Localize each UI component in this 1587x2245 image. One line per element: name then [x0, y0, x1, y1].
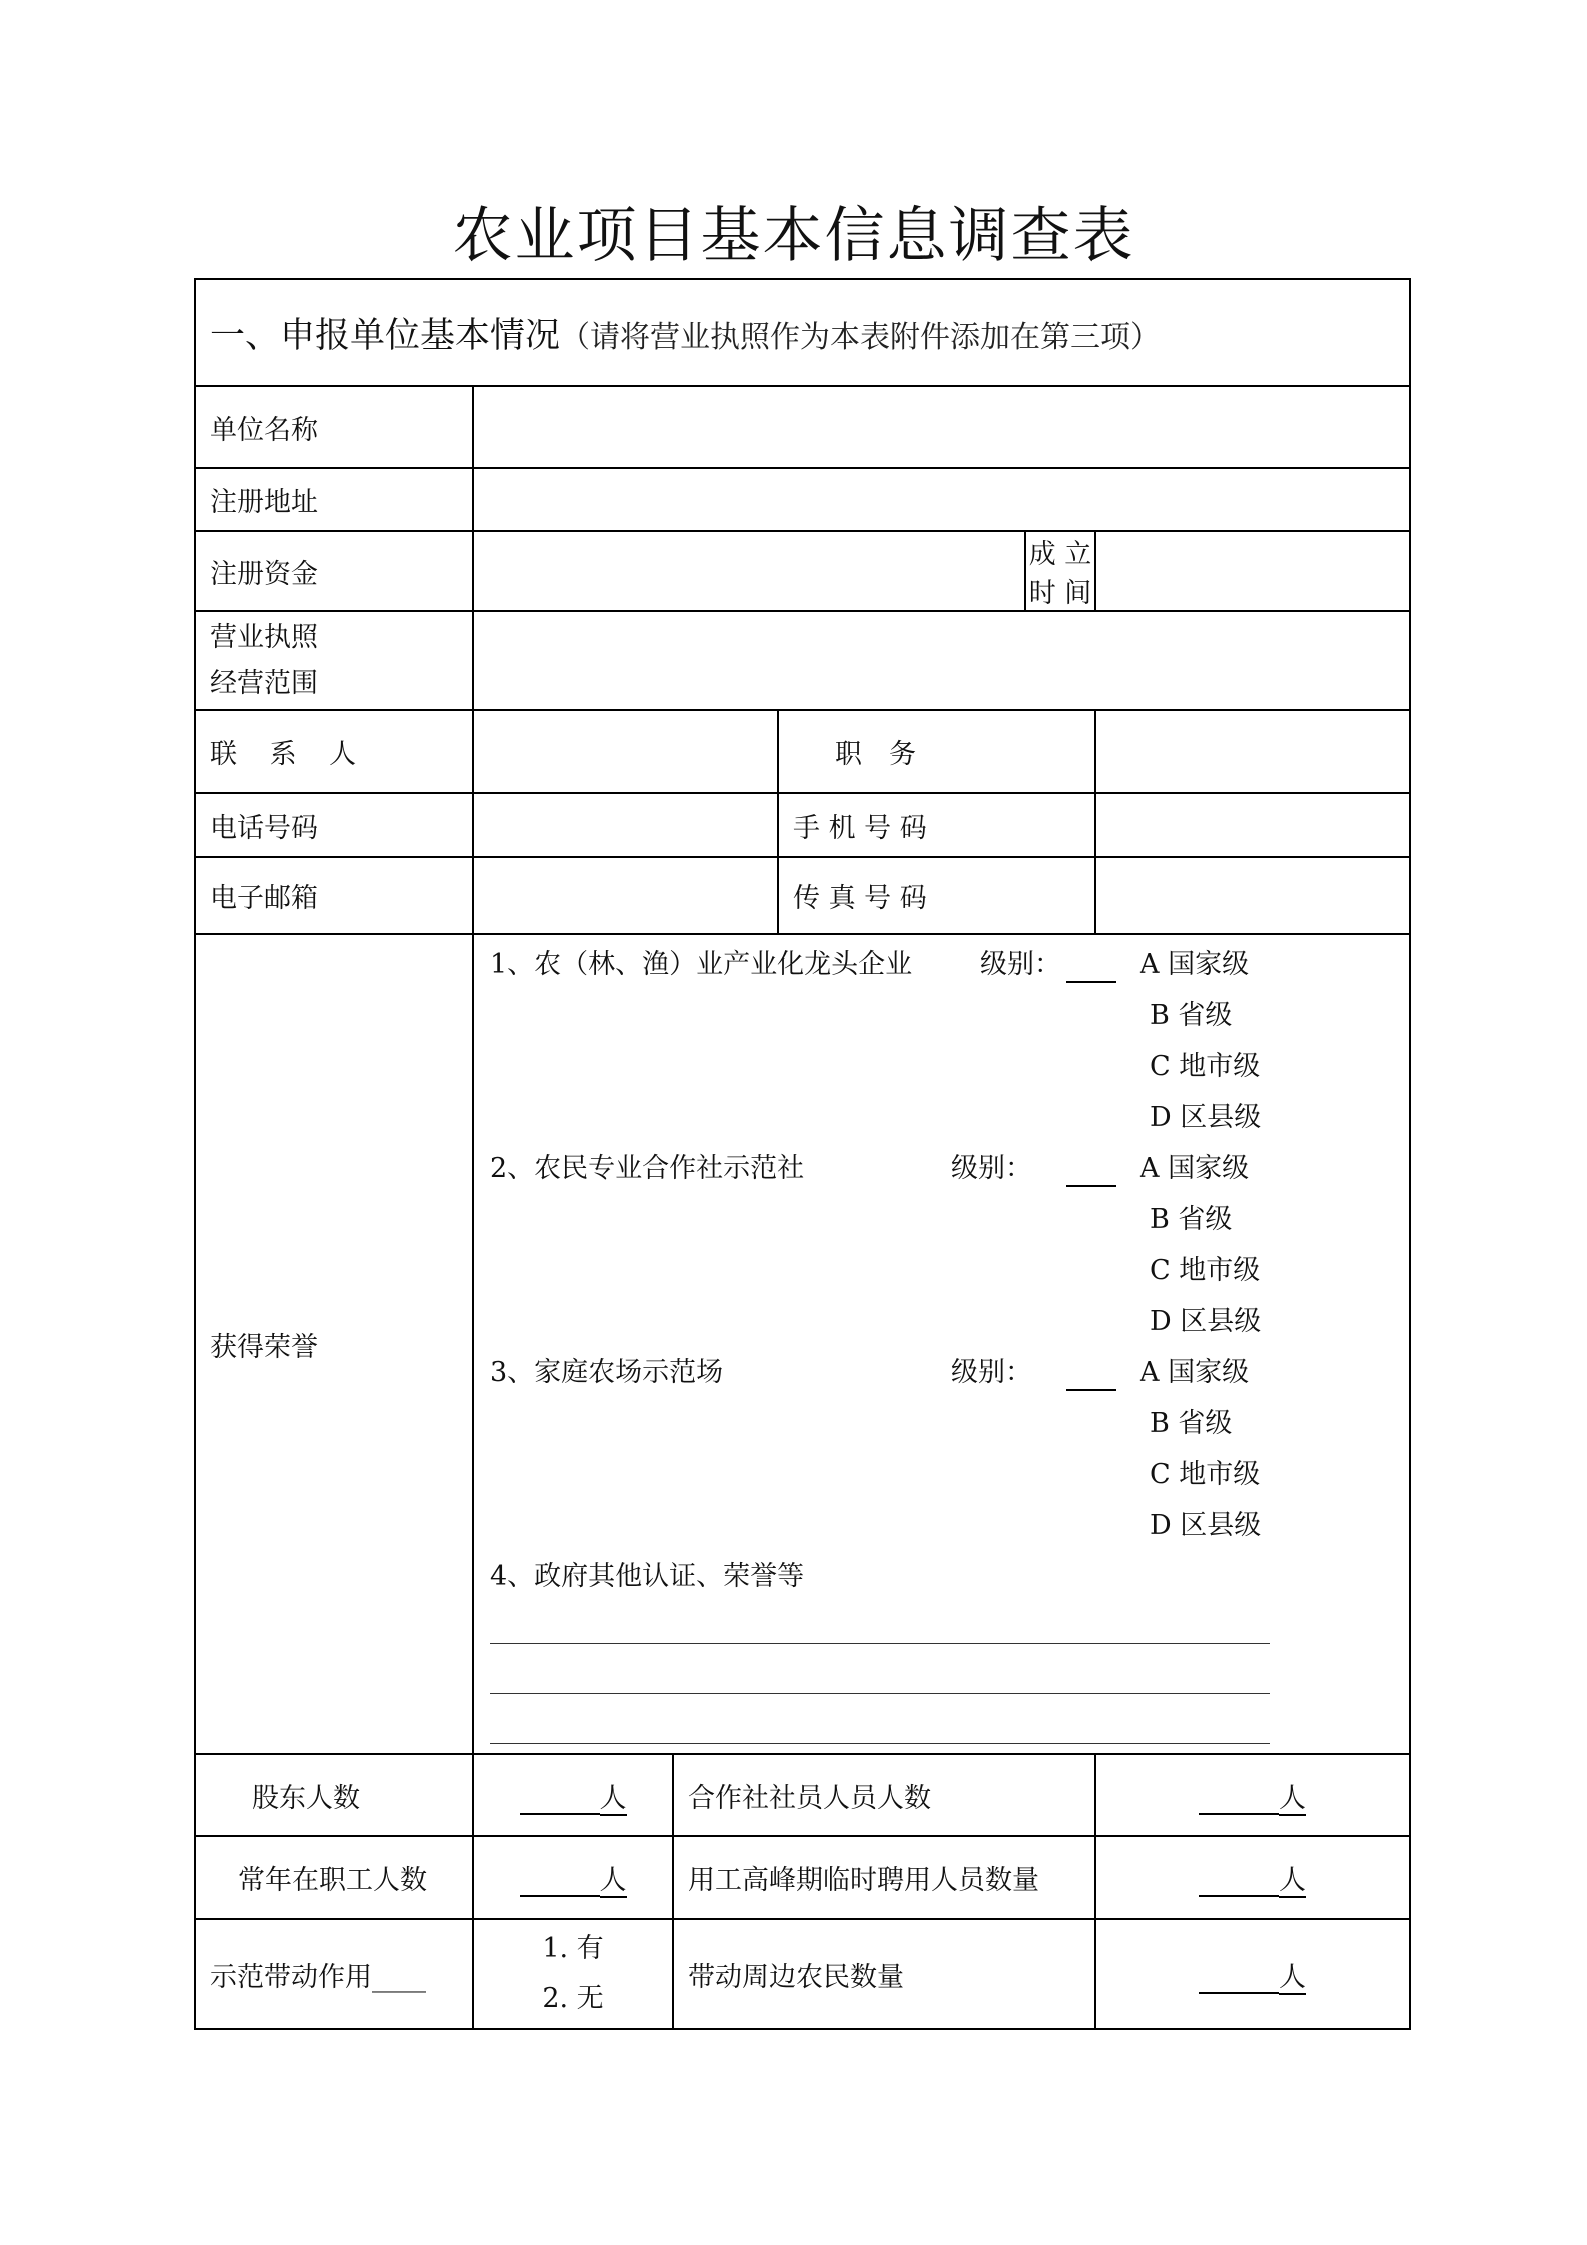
honor-level-label-2: 级别：	[951, 1153, 1032, 1184]
row-honors	[195, 934, 1410, 1754]
section-note: （请将营业执照作为本表附件添加在第三项）	[560, 319, 1161, 355]
honors-cell	[473, 934, 1410, 1754]
field-unit-name[interactable]	[473, 386, 1410, 468]
label-fax: 传 真 号 码	[778, 857, 1095, 934]
row-phone	[195, 793, 1410, 857]
label-demo: 示范带动作用____	[195, 1919, 473, 2029]
label-reg-capital: 注册资金	[195, 531, 473, 611]
row-email	[195, 857, 1410, 934]
blank-staff[interactable]	[520, 1867, 600, 1897]
field-reg-capital[interactable]	[473, 531, 1025, 611]
label-peak-temp: 用工高峰期临时聘用人员数量	[673, 1836, 1095, 1919]
honor-level-b-1: B 省级	[1150, 1000, 1233, 1031]
row-shareholders	[195, 1754, 1410, 1836]
row-unit-name	[195, 386, 1410, 468]
label-phone: 电话号码	[195, 793, 473, 857]
field-coop-members[interactable]	[1095, 1754, 1410, 1836]
option-no[interactable]: 2. 无	[542, 1983, 604, 2014]
field-reg-address[interactable]	[473, 468, 1410, 531]
field-position[interactable]	[1095, 710, 1410, 793]
label-staff: 常年在职工人数	[195, 1836, 473, 1919]
label-reg-address: 注册地址	[195, 468, 473, 531]
unit-farmers: 人	[1279, 1961, 1307, 1993]
blank-peak-temp[interactable]	[1199, 1867, 1279, 1897]
honor-level-c-2: C 地市级	[1150, 1255, 1261, 1286]
label-shareholders: 股东人数	[195, 1754, 473, 1836]
label-established	[1025, 531, 1095, 611]
honor-level-a-2: A 国家级	[1140, 1153, 1250, 1184]
honor-item-1: 1、农（林、渔）业产业化龙头企业	[490, 949, 913, 980]
label-position: 职 务	[778, 710, 1095, 793]
honor-other-line-1[interactable]	[490, 1643, 1270, 1644]
field-mobile[interactable]	[1095, 793, 1410, 857]
honor-level-label-3: 级别：	[951, 1357, 1032, 1388]
honor-level-a-3: A 国家级	[1140, 1357, 1250, 1388]
label-email: 电子邮箱	[195, 857, 473, 934]
honor-level-blank-2[interactable]	[1066, 1151, 1116, 1187]
row-reg-capital	[195, 531, 1410, 611]
blank-coop-members[interactable]	[1199, 1785, 1279, 1815]
honor-level-a-1: A 国家级	[1140, 949, 1250, 980]
row-contact	[195, 710, 1410, 793]
honor-level-c-1: C 地市级	[1150, 1051, 1261, 1082]
row-reg-address	[195, 468, 1410, 531]
label-license-scope-line2: 经营范围	[210, 667, 318, 699]
honor-item-3: 3、家庭农场示范场	[490, 1357, 724, 1388]
label-farmers: 带动周边农民数量	[673, 1919, 1095, 2029]
honor-level-d-2: D 区县级	[1150, 1306, 1262, 1337]
field-fax[interactable]	[1095, 857, 1410, 934]
label-unit-name: 单位名称	[195, 386, 473, 468]
row-staff	[195, 1836, 1410, 1919]
honor-level-b-2: B 省级	[1150, 1204, 1233, 1235]
label-license-scope	[195, 611, 473, 710]
field-license-scope[interactable]	[473, 611, 1410, 710]
honor-other-line-2[interactable]	[490, 1693, 1270, 1694]
blank-farmers[interactable]	[1199, 1964, 1279, 1994]
option-yes[interactable]: 1. 有	[542, 1933, 604, 1964]
honor-level-blank-1[interactable]	[1066, 947, 1116, 983]
field-contact[interactable]	[473, 710, 778, 793]
honor-item-4: 4、政府其他认证、荣誉等	[490, 1561, 805, 1592]
label-license-scope-line1: 营业执照	[210, 621, 318, 653]
field-phone[interactable]	[473, 793, 778, 857]
field-email[interactable]	[473, 857, 778, 934]
unit-coop-members: 人	[1279, 1782, 1307, 1814]
row-demo	[195, 1919, 1410, 2029]
label-honors: 获得荣誉	[195, 934, 473, 1754]
field-established[interactable]	[1095, 531, 1410, 611]
section-header-cell	[195, 279, 1410, 386]
honor-item-2: 2、农民专业合作社示范社	[490, 1153, 805, 1184]
field-demo-options	[473, 1919, 673, 2029]
page-title: 农业项目基本信息调查表	[452, 201, 1135, 271]
section-header-row	[195, 279, 1410, 386]
blank-shareholders[interactable]	[520, 1785, 600, 1815]
field-shareholders[interactable]	[473, 1754, 673, 1836]
honor-level-label-1: 级别：	[980, 949, 1061, 980]
honor-level-d-1: D 区县级	[1150, 1102, 1262, 1133]
label-mobile: 手 机 号 码	[778, 793, 1095, 857]
field-farmers[interactable]	[1095, 1919, 1410, 2029]
honors-content	[474, 935, 1409, 1753]
section-heading: 一、申报单位基本情况	[210, 315, 561, 356]
label-established-text: 成 立 时 间	[1028, 539, 1092, 609]
survey-form-table	[194, 278, 1411, 2030]
honor-other-line-3[interactable]	[490, 1743, 1270, 1744]
honor-level-c-3: C 地市级	[1150, 1459, 1261, 1490]
label-contact: 联 系 人	[195, 710, 473, 793]
unit-shareholders: 人	[599, 1782, 627, 1814]
row-license-scope	[195, 611, 1410, 710]
label-coop-members: 合作社社员人员人数	[673, 1754, 1095, 1836]
honor-level-b-3: B 省级	[1150, 1408, 1233, 1439]
unit-staff: 人	[599, 1865, 627, 1896]
honor-level-blank-3[interactable]	[1066, 1355, 1116, 1391]
honor-level-d-3: D 区县级	[1150, 1510, 1262, 1541]
field-peak-temp[interactable]	[1095, 1836, 1410, 1919]
unit-peak-temp: 人	[1279, 1865, 1307, 1896]
field-staff[interactable]	[473, 1836, 673, 1919]
